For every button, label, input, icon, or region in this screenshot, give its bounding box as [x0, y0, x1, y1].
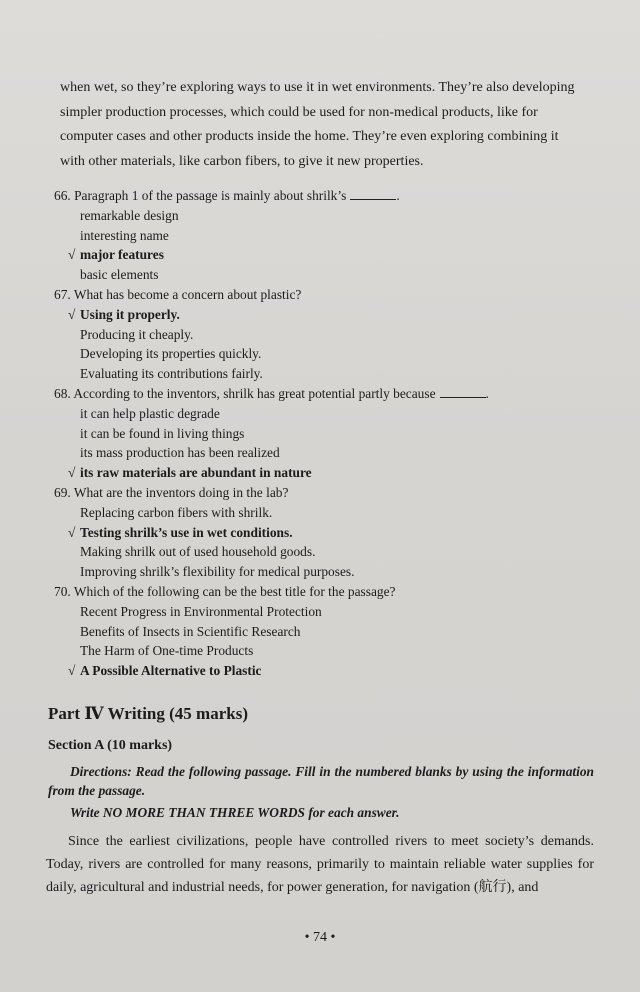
option-text: Using it properly. — [80, 306, 180, 322]
option-text: Replacing carbon fibers with shrilk. — [80, 504, 273, 520]
answer-option — [80, 503, 614, 523]
section-heading: Section A (10 marks) — [48, 738, 173, 753]
word-limit-note: Write NO MORE THAN THREE WORDS for each answer. — [70, 805, 400, 820]
option-text: major features — [80, 247, 164, 263]
question-stem — [54, 384, 614, 404]
option-text: its raw materials are abundant in nature — [80, 465, 312, 481]
passage-text: Since the earliest civilizations, people have controlled rivers to meet society’s demands. Today, rivers are controlled for many reasons, primarily to maintain reliable water supplies for daily, agricultural and industrial needs, for power generation, for navigation (航行), and — [46, 834, 594, 895]
answer-option — [80, 325, 614, 345]
option-text: The Harm of One-time Products — [80, 643, 254, 659]
check-mark-icon: √ — [68, 524, 76, 540]
check-mark-icon: √ — [68, 247, 76, 263]
answer-blank — [350, 189, 396, 200]
intro-line: when wet, so they’re exploring ways to use it in wet environments. They’re also developing — [60, 80, 575, 95]
intro-line: with other materials, like carbon fibers, to give it new properties. — [60, 153, 424, 169]
option-text: Recent Progress in Environmental Protection — [80, 603, 322, 619]
answer-option — [80, 226, 614, 246]
question-stem-text: 70. Which of the following can be the best title for the passage? — [54, 583, 396, 599]
answer-option — [80, 344, 614, 364]
check-mark-icon: √ — [68, 465, 76, 481]
answer-option — [80, 364, 614, 384]
question-stem — [54, 186, 614, 206]
question-stem-text: 68. According to the inventors, shrilk has great potential partly because — [54, 385, 436, 401]
option-text: it can be found in living things — [80, 425, 245, 441]
stem-end: . — [485, 385, 489, 401]
check-mark-icon: √ — [68, 663, 76, 679]
question-stem — [54, 483, 614, 503]
part-heading: Part Ⅳ Writing (45 marks) — [48, 704, 248, 723]
passage — [46, 830, 594, 899]
answer-option — [80, 641, 614, 661]
correct-option — [68, 661, 614, 681]
directions — [48, 762, 594, 822]
answer-option — [80, 622, 614, 642]
intro-line: computer cases and other products inside the home. They’re even exploring combining it — [60, 129, 559, 144]
correct-option — [68, 245, 614, 265]
correct-option — [68, 463, 614, 483]
option-text: Improving shrilk’s flexibility for medical purposes. — [80, 564, 355, 580]
answer-option — [80, 562, 614, 582]
question-stem-text: 67. What has become a concern about plastic? — [54, 286, 302, 302]
correct-option — [68, 305, 614, 325]
intro-paragraph — [60, 76, 608, 174]
option-text: interesting name — [80, 227, 169, 243]
check-mark-icon: √ — [68, 306, 76, 322]
question-stem — [54, 285, 614, 305]
question-list — [54, 186, 614, 681]
option-text: basic elements — [80, 267, 159, 283]
page-number: • 74 • — [304, 930, 336, 945]
option-text: Producing it cheaply. — [80, 326, 194, 342]
option-text: Benefits of Insects in Scientific Research — [80, 623, 301, 639]
option-text: Developing its properties quickly. — [80, 346, 262, 362]
answer-option — [80, 404, 614, 424]
answer-option — [80, 542, 614, 562]
directions-text: Directions: Read the following passage. Fill in the numbered blanks by using the information from the passage. — [48, 764, 594, 798]
answer-blank — [440, 387, 486, 398]
answer-option — [80, 206, 614, 226]
option-text: Evaluating its contributions fairly. — [80, 366, 263, 382]
option-text: it can help plastic degrade — [80, 405, 220, 421]
option-text: Making shrilk out of used household goods. — [80, 544, 316, 560]
question-stem — [54, 582, 614, 602]
answer-option — [80, 424, 614, 444]
question-stem-text: 66. Paragraph 1 of the passage is mainly about shrilk’s — [54, 188, 347, 203]
answer-option — [80, 602, 614, 622]
stem-end: . — [396, 188, 400, 203]
option-text: its mass production has been realized — [80, 445, 280, 461]
correct-option — [68, 523, 614, 543]
option-text: A Possible Alternative to Plastic — [80, 663, 262, 679]
answer-option — [80, 443, 614, 463]
question-stem-text: 69. What are the inventors doing in the lab? — [54, 484, 289, 500]
option-text: Testing shrilk’s use in wet conditions. — [80, 524, 293, 540]
option-text: remarkable design — [80, 207, 179, 223]
intro-line: simpler production processes, which could be used for non-medical products, like for — [60, 104, 538, 120]
answer-option — [80, 265, 614, 285]
